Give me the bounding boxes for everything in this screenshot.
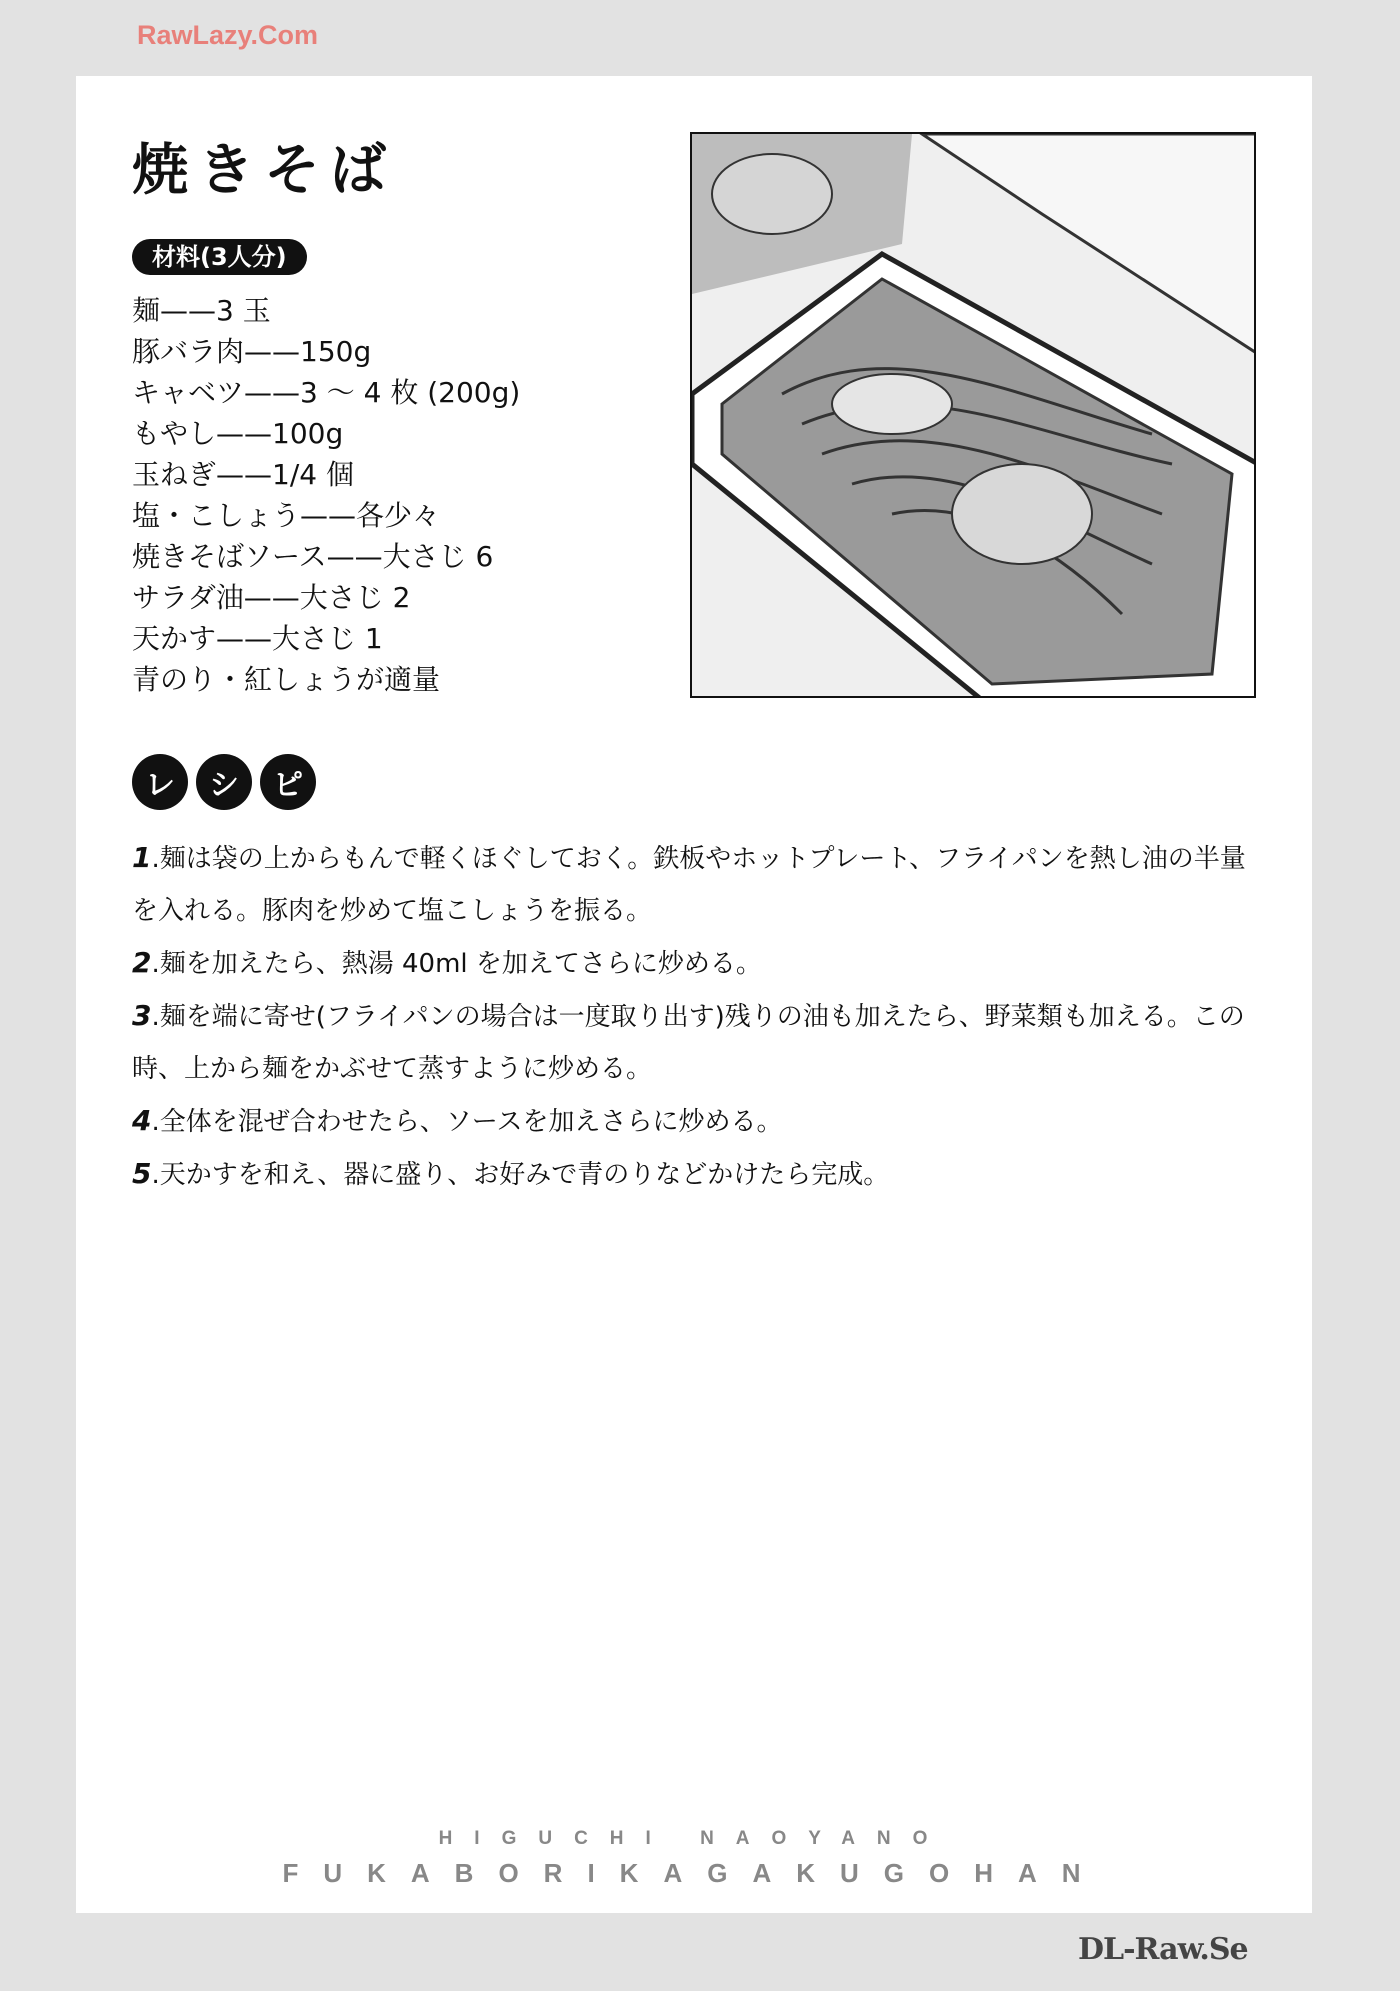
watermark-bottom: DL-Raw.Se	[1078, 1932, 1248, 1967]
ingredient-item: 玉ねぎ——1/4 個	[132, 458, 354, 491]
recipe-step	[132, 832, 1262, 937]
ingredients-badge: 材料(3人分)	[132, 239, 307, 275]
ingredient-item: 塩・こしょう——各少々	[132, 499, 441, 532]
recipe-step	[132, 937, 1262, 990]
ingredient-item: 焼きそばソース——大さじ 6	[132, 540, 494, 573]
step-number: 5	[132, 1157, 152, 1190]
watermark-top: RawLazy.Com	[137, 20, 319, 50]
ingredient-item: 麺——3 玉	[132, 294, 271, 327]
page-title: 焼きそば	[132, 138, 396, 203]
ingredient-item: もやし——100g	[132, 417, 344, 450]
step-number: 2	[132, 946, 152, 979]
ingredient-item: サラダ油——大さじ 2	[132, 581, 411, 614]
recipe-step	[132, 1095, 1262, 1148]
recipe-step	[132, 990, 1262, 1095]
recipe-heading-char: ピ	[260, 754, 316, 810]
step-number: 3	[132, 999, 152, 1032]
footer-author: HIGUCHI NAOYANO	[438, 1828, 950, 1849]
recipe-page	[76, 76, 1312, 1913]
step-text: .全体を混ぜ合わせたら、ソースを加えさらに炒める。	[151, 1107, 783, 1137]
step-text: .麺は袋の上からもんで軽くほぐしておく。鉄板やホットプレート、フライパンを熱し油の半量を入れる。豚肉を炒めて塩こしょうを振る。	[132, 844, 1246, 926]
step-number: 1	[132, 841, 152, 874]
footer-series: FUKABORIKAGAKUGOHAN	[282, 1858, 1106, 1888]
step-text: .天かすを和え、器に盛り、お好みで青のりなどかけたら完成。	[151, 1160, 890, 1190]
recipe-step	[132, 1148, 1262, 1201]
ingredient-item: 天かす——大さじ 1	[132, 622, 383, 655]
ingredient-item: 豚バラ肉——150g	[132, 335, 372, 368]
recipe-heading-char: シ	[196, 754, 252, 810]
recipe-heading-char: レ	[132, 754, 188, 810]
yakisoba-illustration	[690, 132, 1256, 698]
step-text: .麺を加えたら、熱湯 40ml を加えてさらに炒める。	[151, 949, 762, 979]
step-number: 4	[132, 1104, 152, 1137]
recipe-heading	[132, 754, 316, 810]
step-text: .麺を端に寄せ(フライパンの場合は一度取り出す)残りの油も加えたら、野菜類も加える。この時、上から麺をかぶせて蒸すように炒める。	[132, 1002, 1245, 1084]
ingredient-item: 青のり・紅しょうが適量	[132, 663, 441, 696]
ingredients-list	[132, 290, 520, 700]
recipe-steps	[132, 832, 1262, 1201]
ingredient-item: キャベツ——3 ～ 4 枚 (200g)	[132, 376, 521, 409]
